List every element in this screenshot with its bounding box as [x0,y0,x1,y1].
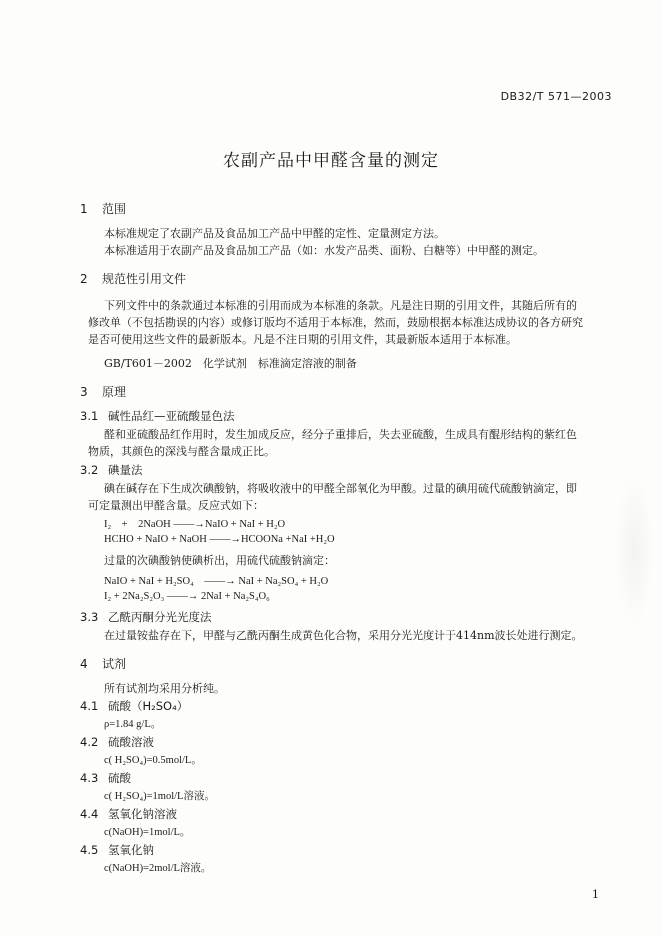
paragraph-line: 醛和亚硫酸品红作用时，发生加成反应，经分子重排后，失去亚硫酸，生成具有醌形结构的紫红色 [104,428,577,441]
section-title: 范围 [102,202,127,216]
reagent-concentration: c(NaOH)=2mol/L溶液。 [104,863,212,874]
paragraph: 所有试剂均采用分析纯。 [104,682,225,695]
subsection-title: 硫酸溶液 [108,735,154,749]
section-title: 规范性引用文件 [102,272,187,286]
reagent-concentration: c(NaOH)=1mol/L。 [104,827,191,838]
document-title: 农副产品中甲醛含量的测定 [223,151,439,171]
document-number: DB32/T 571—2003 [500,90,612,103]
subsection-number: 4.3 [80,771,99,785]
subsection-number: 3.3 [80,610,99,624]
section-title: 试剂 [102,657,127,671]
paragraph-line: 下列文件中的条款通过本标准的引用而成为本标准的条款。凡是注日期的引用文件，其随后所有的 [104,299,577,312]
subsection-number: 3.1 [80,409,99,423]
reagent-concentration: c( H₂SO₄)=0.5mol/L。 [104,755,202,766]
subsection-title: 乙酰丙酮分光光度法 [108,610,212,624]
section-2-heading [80,270,186,287]
paragraph-line: 修改单（不包括勘误的内容）或修订版均不适用于本标准，然而，鼓励根据本标准达成协议的各方研究 [88,316,583,329]
section-number: 4 [80,657,88,671]
reagent-concentration: c( H₂SO₄)=1mol/L溶液。 [104,791,215,802]
equation: HCHO + NaIO + NaOH ——→HCOONa +NaI +H₂O [104,534,335,545]
subsection-number: 4.5 [80,843,99,857]
section-number: 2 [80,272,88,286]
scan-artifact [614,470,654,630]
subsection-3-1-heading [80,408,235,424]
paragraph-line: 在过量铵盐存在下，甲醛与乙酰丙酮生成黄色化合物，采用分光光度计于414nm波长处进行测定。 [104,629,583,642]
section-number: 3 [80,385,88,399]
subsection-4-5-heading [80,842,154,858]
subsection-title: 碘量法 [108,463,143,477]
normative-reference: GB/T601－2002 化学试剂 标准滴定溶液的制备 [104,357,357,370]
section-3-heading [80,383,126,400]
subsection-4-3-heading [80,770,131,786]
paragraph-line: 过量的次碘酸钠使碘析出，用硫代硫酸钠滴定： [104,554,335,567]
subsection-title: 氢氧化钠 [108,843,154,857]
subsection-4-1-heading [80,698,188,714]
subsection-title: 硫酸 [108,771,131,785]
subsection-4-4-heading [80,806,177,822]
section-4-heading [80,655,126,672]
section-number: 1 [80,202,88,216]
paragraph-line: 碘在碱存在下生成次碘酸钠，将吸收液中的甲醛全部氧化为甲酸。过量的碘用硫代硫酸钠滴定，即 [104,482,577,495]
subsection-3-3-heading [80,609,212,625]
paragraph: 本标准适用于农副产品及食品加工产品（如：水发产品类、面粉、白糖等）中甲醛的测定。 [104,244,544,257]
paragraph-line: 物质，其颜色的深浅与醛含量成正比。 [88,445,275,458]
paragraph: 本标准规定了农副产品及食品加工产品中甲醛的定性、定量测定方法。 [104,227,445,240]
subsection-4-2-heading [80,734,154,750]
subsection-title: 氢氧化钠溶液 [108,807,177,821]
page-number: 1 [592,888,599,901]
subsection-title: 碱性品红—亚硫酸显色法 [108,409,235,423]
subsection-3-2-heading [80,462,143,478]
equation: I₂ + 2NaOH ——→NaIO + NaI + H₂O [104,519,286,530]
subsection-number: 4.4 [80,807,99,821]
subsection-number: 4.2 [80,735,99,749]
section-title: 原理 [102,385,127,399]
subsection-title: 硫酸（H₂SO₄） [108,699,189,713]
paragraph-line: 可定量测出甲醛含量。反应式如下： [88,499,264,512]
equation: I₂ + 2Na₂S₂O₃ ——→ 2NaI + Na₂S₄O₆ [104,591,270,602]
paragraph-line: 是否可使用这些文件的最新版本。凡是不注日期的引用文件，其最新版本适用于本标准。 [88,333,517,346]
reagent-concentration: ρ=1.84 g/L。 [104,719,162,730]
subsection-number: 4.1 [80,699,99,713]
equation: NaIO + NaI + H₂SO₄ ——→ NaI + Na₂SO₄ + H₂O [104,576,329,587]
subsection-number: 3.2 [80,463,99,477]
section-1-heading [80,200,126,217]
